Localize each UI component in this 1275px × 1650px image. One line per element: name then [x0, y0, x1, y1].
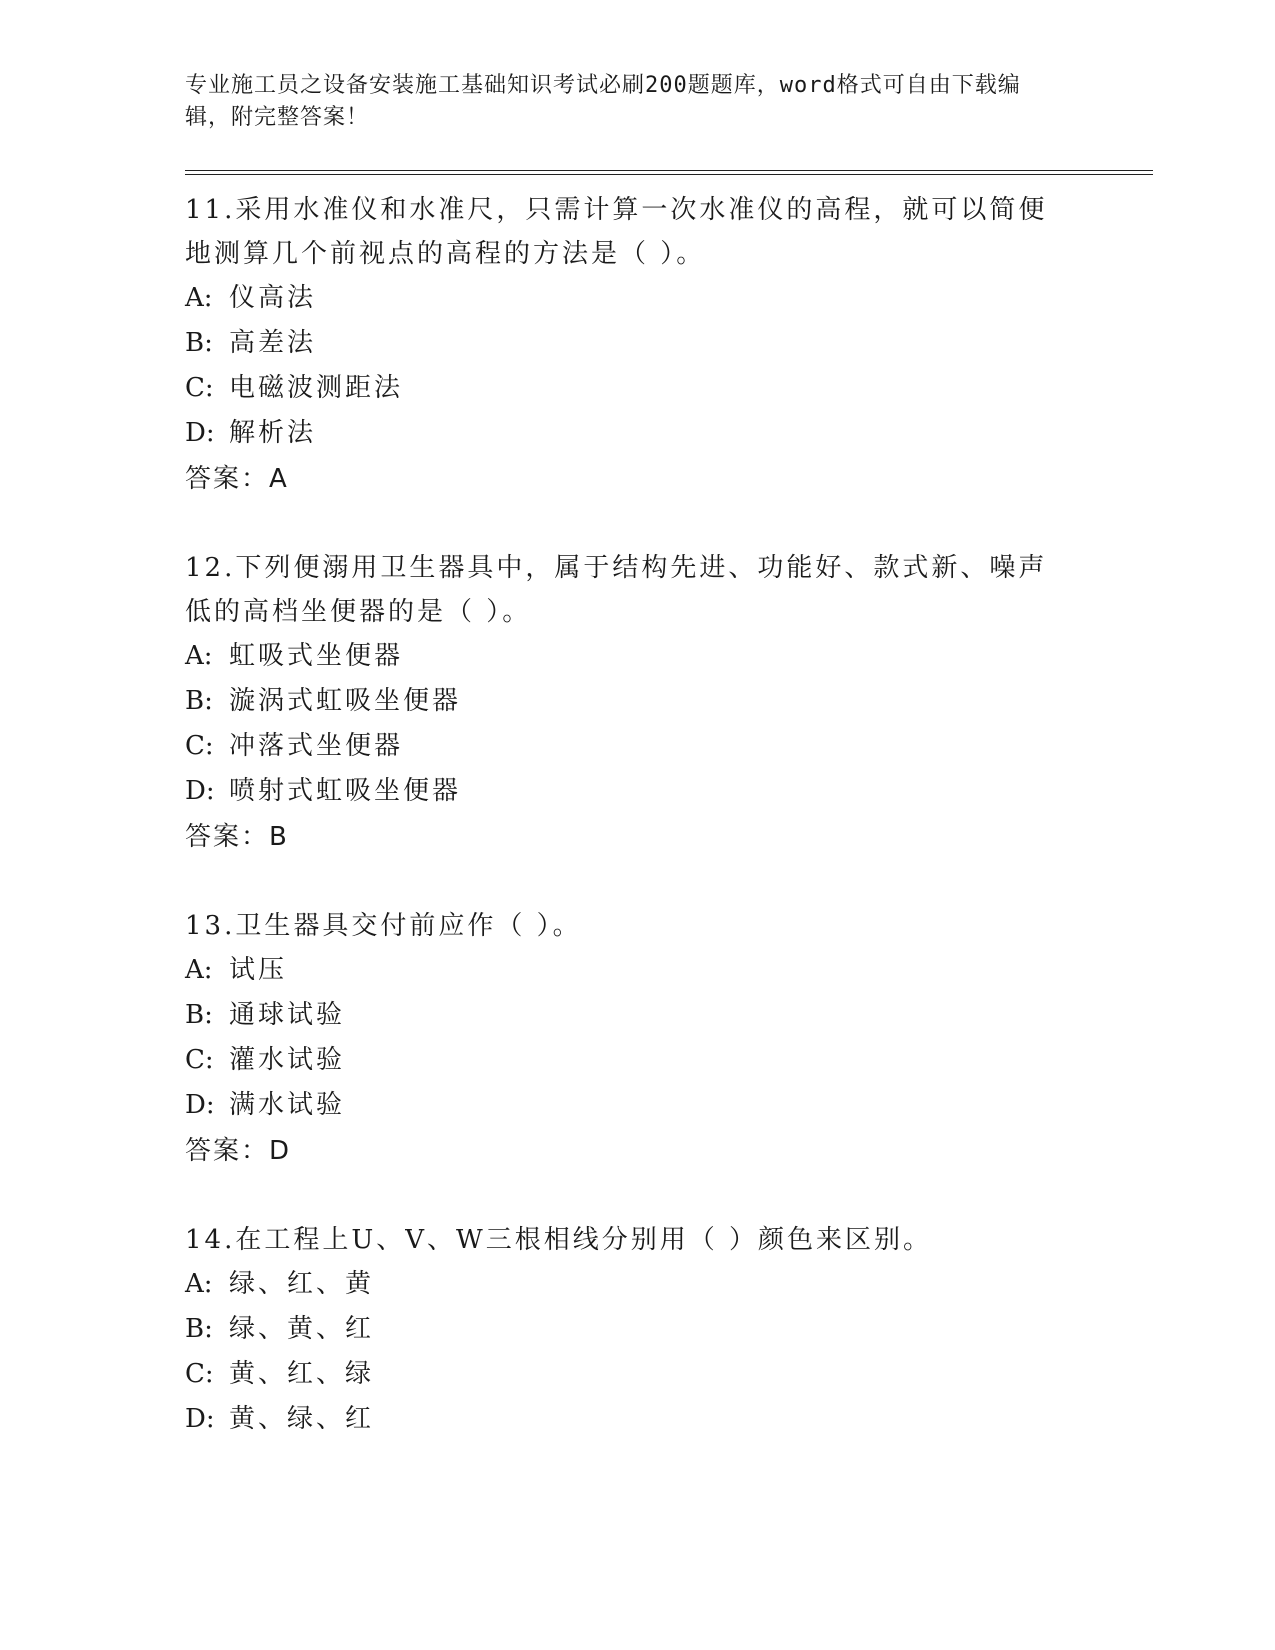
question-14	[185, 1218, 1155, 1442]
option-letter: D:	[185, 776, 215, 806]
option-text: 绿、红、黄	[229, 1269, 375, 1299]
option-d	[185, 1083, 1155, 1128]
option-c	[185, 724, 1155, 769]
option-b	[185, 1307, 1155, 1352]
document-page	[185, 70, 1155, 1442]
option-d	[185, 411, 1155, 456]
question-stem: 13.卫生器具交付前应作（ ）。	[185, 911, 582, 941]
option-letter: A:	[185, 1269, 213, 1299]
option-text: 绿、黄、红	[229, 1314, 375, 1344]
option-b	[185, 679, 1155, 724]
option-text: 解析法	[229, 418, 317, 448]
option-a	[185, 634, 1155, 679]
question-stem: 12.下列便溺用卫生器具中，属于结构先进、功能好、款式新、噪声低的高档坐便器的是（ ）。	[185, 553, 1048, 627]
option-text: 冲落式坐便器	[229, 731, 404, 761]
option-a	[185, 276, 1155, 321]
option-b	[185, 993, 1155, 1038]
question-13	[185, 904, 1155, 1174]
question-12	[185, 546, 1155, 860]
document-header: 专业施工员之设备安装施工基础知识考试必刷200题题库，word格式可自由下载编辑，附完整答案！	[185, 73, 1021, 130]
option-text: 喷射式虹吸坐便器	[229, 776, 462, 806]
option-text: 灌水试验	[229, 1045, 346, 1075]
option-letter: C:	[185, 731, 214, 761]
option-letter: B:	[185, 1314, 213, 1344]
option-a	[185, 1262, 1155, 1307]
option-letter: A:	[185, 283, 213, 313]
option-text: 满水试验	[229, 1090, 346, 1120]
option-text: 仪高法	[229, 283, 317, 313]
option-d	[185, 1397, 1155, 1442]
option-text: 虹吸式坐便器	[229, 641, 404, 671]
option-c	[185, 1352, 1155, 1397]
option-text: 漩涡式虹吸坐便器	[229, 686, 462, 716]
option-a	[185, 948, 1155, 993]
option-letter: C:	[185, 1359, 214, 1389]
option-text: 试压	[229, 955, 288, 985]
option-c	[185, 366, 1155, 411]
answer: 答案：D	[185, 1136, 292, 1166]
option-text: 电磁波测距法	[229, 373, 404, 403]
option-letter: B:	[185, 328, 213, 358]
answer: 答案：B	[185, 822, 289, 852]
option-letter: C:	[185, 373, 214, 403]
option-letter: B:	[185, 1000, 213, 1030]
option-letter: D:	[185, 418, 215, 448]
question-stem: 14.在工程上U、V、W三根相线分别用（ ）颜色来区别。	[185, 1225, 933, 1255]
question-11	[185, 188, 1155, 502]
header-divider	[185, 170, 1153, 175]
option-letter: C:	[185, 1045, 214, 1075]
option-d	[185, 769, 1155, 814]
question-stem: 11.采用水准仪和水准尺，只需计算一次水准仪的高程，就可以简便地测算几个前视点的高程的方法是（ ）。	[185, 195, 1048, 269]
option-text: 黄、绿、红	[229, 1404, 375, 1434]
option-text: 通球试验	[229, 1000, 346, 1030]
option-text: 高差法	[229, 328, 317, 358]
option-letter: A:	[185, 955, 213, 985]
answer: 答案：A	[185, 464, 289, 494]
option-letter: D:	[185, 1404, 215, 1434]
option-b	[185, 321, 1155, 366]
option-c	[185, 1038, 1155, 1083]
option-letter: D:	[185, 1090, 215, 1120]
option-text: 黄、红、绿	[229, 1359, 375, 1389]
option-letter: A:	[185, 641, 213, 671]
option-letter: B:	[185, 686, 213, 716]
